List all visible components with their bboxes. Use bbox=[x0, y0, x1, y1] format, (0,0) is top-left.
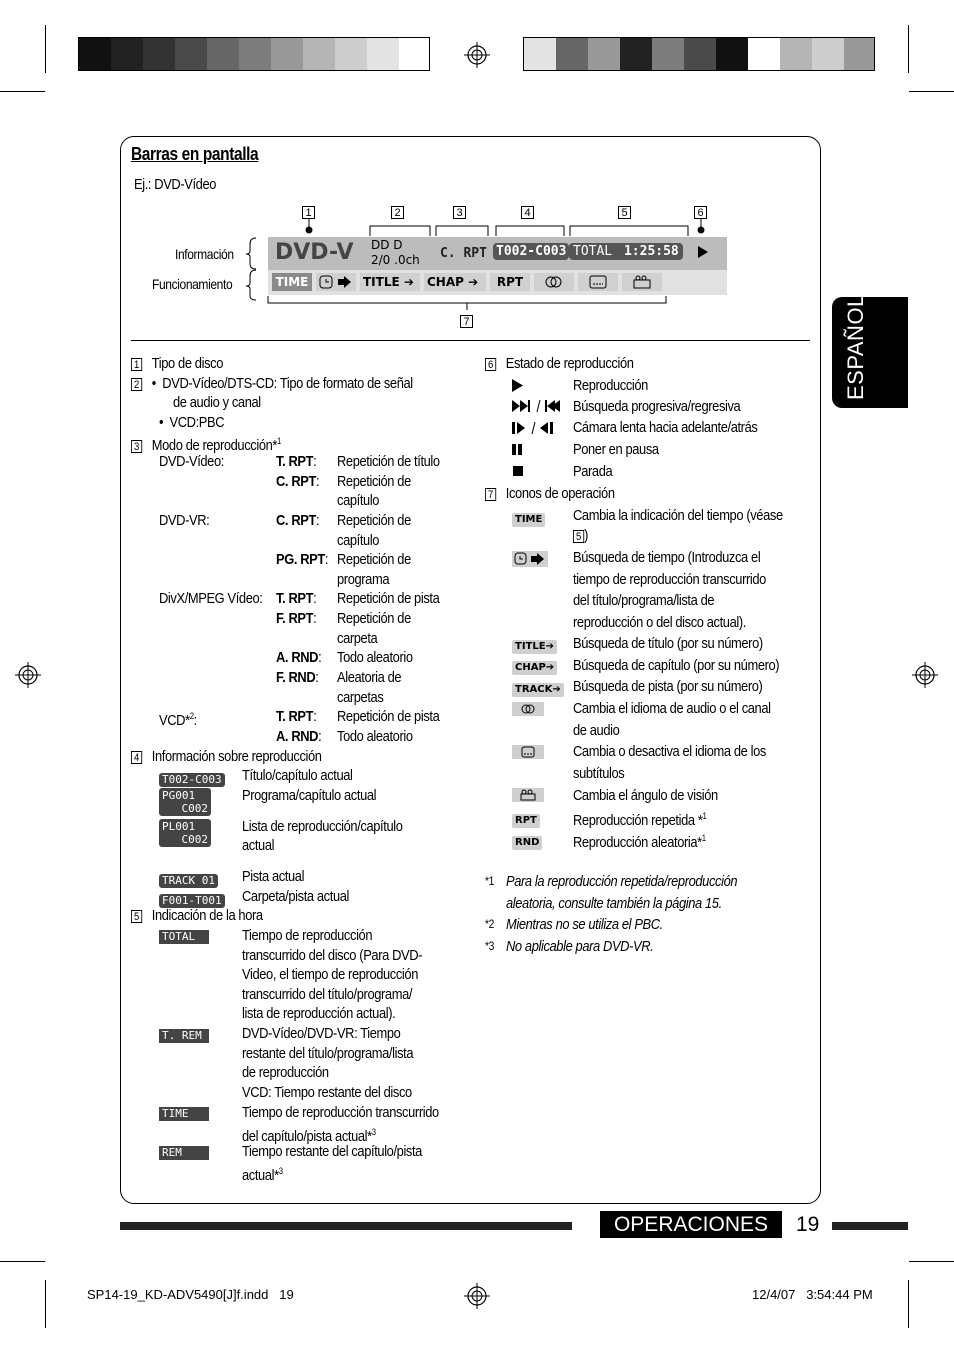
rpt-icon-desc: Reproducción repetida *$^1$ bbox=[573, 811, 707, 829]
mode-trpt-desc: Repetición de título bbox=[337, 453, 440, 470]
osd-audio-button[interactable] bbox=[534, 273, 574, 291]
osd-time-button[interactable]: TIME bbox=[272, 273, 312, 291]
page-number: 19 bbox=[796, 1213, 820, 1236]
audio-format-top: DD D bbox=[371, 238, 403, 252]
state-stop: Parada bbox=[573, 463, 613, 480]
mode-vcd: VCD*$^2$: bbox=[159, 711, 197, 729]
osd-angle-button[interactable] bbox=[622, 273, 662, 291]
item-7: 7 Iconos de operación bbox=[485, 484, 615, 504]
mode-frnd-desc2: carpetas bbox=[337, 689, 384, 706]
rnd-icon-btn: RND bbox=[512, 832, 542, 850]
info-bar-label: Información bbox=[175, 246, 234, 262]
mode-frnd: F. RND: bbox=[276, 669, 319, 686]
osd-chap-button[interactable]: CHAP ➔ bbox=[424, 273, 486, 291]
mode-crpt-vr: C. RPT: bbox=[276, 512, 320, 529]
item-2-vcd: • VCD:PBC bbox=[159, 414, 225, 431]
diagram-marker-6: 6 bbox=[694, 203, 707, 221]
ffwd-rewind-icon bbox=[512, 399, 560, 413]
mode-frnd-desc: Aleatoria de bbox=[337, 669, 402, 686]
time-desc: Tiempo de reproducción transcurrido bbox=[242, 1104, 439, 1121]
item-2-cont: de audio y canal bbox=[173, 394, 261, 411]
mode-trpt: T. RPT: bbox=[276, 453, 317, 470]
date-info: 12/4/07 3:54:44 PM bbox=[752, 1287, 873, 1302]
state-pause: Poner en pausa bbox=[573, 441, 659, 458]
trem-badge: T. REM bbox=[159, 1029, 209, 1043]
total-desc: transcurrido del disco (Para DVD- bbox=[242, 947, 423, 964]
rem-badge: REM bbox=[159, 1146, 209, 1160]
mode-crpt-vr-desc: Repetición de bbox=[337, 512, 411, 529]
diagram-marker-7: 7 bbox=[460, 312, 473, 330]
diagram-marker-3: 3 bbox=[453, 203, 466, 221]
mode-dvdvr: DVD-VR: bbox=[159, 512, 210, 529]
section-label: OPERACIONES bbox=[613, 1213, 769, 1236]
angle-icon-desc: Cambia el ángulo de visión bbox=[573, 787, 718, 804]
language-tab-label: ESPAÑOL bbox=[843, 294, 868, 400]
total-desc: lista de reproducción actual). bbox=[242, 1005, 396, 1022]
title-icon-desc: Búsqueda de título (por su número) bbox=[573, 635, 763, 652]
footnote-2: Mientras no se utiliza el PBC. bbox=[506, 916, 663, 933]
trem-desc: restante del título/programa/lista bbox=[242, 1045, 414, 1062]
trem-desc: VCD: Tiempo restante del disco bbox=[242, 1084, 412, 1101]
mode-dvdv: DVD-Vídeo: bbox=[159, 453, 224, 470]
footer-bar-right bbox=[832, 1222, 908, 1230]
mode-crpt: C. RPT: bbox=[276, 473, 320, 490]
pg-badge: PG001 C002 bbox=[159, 788, 211, 816]
time-search-icon bbox=[512, 551, 548, 567]
pause-icon bbox=[512, 444, 523, 455]
total-desc: transcurrido del título/programa/ bbox=[242, 986, 413, 1003]
divider bbox=[131, 340, 810, 341]
item-2: 2 • DVD-Vídeo/DTS-CD: Tipo de formato de señal bbox=[131, 374, 413, 394]
function-bar-label: Funcionamiento bbox=[152, 276, 233, 292]
rem-desc: Tiempo restante del capítulo/pista bbox=[242, 1143, 422, 1160]
example-label: Ej.: DVD-Vídeo bbox=[134, 176, 217, 193]
ft-badge: F001-T001 bbox=[159, 891, 225, 909]
mode-arnd-desc: Todo aleatorio bbox=[337, 649, 413, 666]
tc-desc: Título/capítulo actual bbox=[242, 767, 353, 784]
registration-target-icon bbox=[912, 662, 938, 688]
time-desc2: del capítulo/pista actual*$^3$ bbox=[242, 1127, 376, 1145]
state-search: Búsqueda progresiva/regresiva bbox=[573, 398, 741, 415]
track-badge: TRACK 01 bbox=[159, 871, 218, 889]
time-search-desc: reproducción o del disco actual). bbox=[573, 614, 746, 631]
item-4: 4 Información sobre reproducción bbox=[131, 747, 322, 767]
footnote-2-mark: *2 bbox=[485, 917, 494, 931]
mode-frpt-desc2: carpeta bbox=[337, 630, 378, 647]
chap-icon-desc: Búsqueda de capítulo (por su número) bbox=[573, 657, 780, 674]
footnote-3-mark: *3 bbox=[485, 939, 494, 953]
diagram-marker-1: 1 bbox=[302, 203, 315, 221]
angle-icon bbox=[512, 788, 544, 802]
total-time-display: TOTAL 1:25:58 bbox=[569, 243, 683, 260]
footnote-1-mark: *1 bbox=[485, 874, 494, 888]
mode-frpt-desc: Repetición de bbox=[337, 610, 411, 627]
mode-pgrpt: PG. RPT: bbox=[276, 551, 329, 568]
trem-desc: DVD-Vídeo/DVD-VR: Tiempo bbox=[242, 1025, 401, 1042]
item-3: 3 Modo de reproducción*$^1$ bbox=[131, 432, 281, 456]
item-5: 5 Indicación de la hora bbox=[131, 906, 263, 926]
trem-desc: de reproducción bbox=[242, 1064, 329, 1081]
mode-trpt-vcd-desc: Repetición de pista bbox=[337, 708, 440, 725]
time-icon-desc2: 5 ) bbox=[573, 526, 588, 546]
time-badge: TIME bbox=[159, 1107, 209, 1121]
time-search-desc: del título/programa/lista de bbox=[573, 592, 715, 609]
footer-bar-left bbox=[120, 1222, 572, 1230]
diagram-marker-4: 4 bbox=[521, 203, 534, 221]
repeat-mode: C. RPT bbox=[440, 246, 487, 261]
file-info: SP14-19_KD-ADV5490[J]f.indd 19 bbox=[87, 1287, 294, 1302]
time-icon-btn: TIME bbox=[512, 509, 545, 527]
subtitle-icon-desc: Cambia o desactiva el idioma de los bbox=[573, 743, 766, 760]
play-icon bbox=[512, 379, 523, 392]
footnote-1b: aleatoria, consulte también la página 15. bbox=[506, 895, 722, 912]
diagram-marker-2: 2 bbox=[391, 203, 404, 221]
time-search-desc: Búsqueda de tiempo (Introduzca el bbox=[573, 549, 761, 566]
mode-trpt-divx-desc: Repetición de pista bbox=[337, 590, 440, 607]
tc-badge: T002-C003 bbox=[159, 770, 225, 788]
footnote-3: No aplicable para DVD-VR. bbox=[506, 938, 654, 955]
slow-motion-icon bbox=[512, 421, 556, 435]
track-desc: Pista actual bbox=[242, 868, 305, 885]
diagram-marker-5: 5 bbox=[618, 203, 631, 221]
pl-badge: PL001 C002 bbox=[159, 819, 211, 847]
rpt-icon-btn: RPT bbox=[512, 810, 540, 828]
total-desc: Tiempo de reproducción bbox=[242, 927, 373, 944]
audio-icon-desc: de audio bbox=[573, 722, 620, 739]
track-icon-desc: Búsqueda de pista (por su número) bbox=[573, 678, 763, 695]
time-icon-desc: Cambia la indicación del tiempo (véase bbox=[573, 507, 783, 524]
color-bar-right bbox=[523, 37, 875, 71]
osd-title-button[interactable]: TITLE ➔ bbox=[360, 273, 420, 291]
title-icon-btn: TITLE➔ bbox=[512, 636, 557, 654]
mode-pgrpt-desc2: programa bbox=[337, 571, 390, 588]
total-badge: TOTAL bbox=[159, 930, 209, 944]
state-slow: Cámara lenta hacia adelante/atrás bbox=[573, 419, 758, 436]
item-1: 1 Tipo de disco bbox=[131, 354, 223, 374]
osd-subtitle-button[interactable] bbox=[578, 273, 618, 291]
total-desc: Video, el tiempo de reproducción bbox=[242, 966, 418, 983]
pl-desc2: actual bbox=[242, 837, 275, 854]
mode-pgrpt-desc: Repetición de bbox=[337, 551, 411, 568]
title-chapter-display: T002-C003 bbox=[493, 243, 569, 260]
pl-desc: Lista de reproducción/capítulo bbox=[242, 818, 403, 835]
section-heading: Barras en pantalla bbox=[131, 144, 259, 164]
rem-desc2: actual*$^3$ bbox=[242, 1166, 283, 1184]
subtitle-icon-desc: subtítulos bbox=[573, 765, 625, 782]
rnd-icon-desc: Reproducción aleatoria*$^1$ bbox=[573, 833, 706, 851]
mode-frpt: F. RPT: bbox=[276, 610, 317, 627]
registration-target-icon bbox=[464, 42, 490, 68]
mode-crpt-vr-desc2: capítulo bbox=[337, 532, 380, 549]
mode-arnd-vcd-desc: Todo aleatorio bbox=[337, 728, 413, 745]
stop-icon bbox=[513, 466, 523, 476]
footnote-1: Para la reproducción repetida/reproducción bbox=[506, 873, 738, 890]
mode-divx: DivX/MPEG Vídeo: bbox=[159, 590, 263, 607]
mode-trpt-divx: T. RPT: bbox=[276, 590, 317, 607]
pg-desc: Programa/capítulo actual bbox=[242, 787, 377, 804]
registration-target-icon bbox=[464, 1283, 490, 1309]
osd-time-search-button[interactable] bbox=[316, 273, 356, 291]
play-icon bbox=[698, 246, 708, 258]
chap-icon-btn: CHAP➔ bbox=[512, 657, 557, 675]
dvd-logo: DVD-V bbox=[275, 240, 354, 265]
color-bar-left bbox=[78, 37, 430, 71]
mode-arnd-vcd: A. RND: bbox=[276, 728, 322, 745]
time-search-desc: tiempo de reproducción transcurrido bbox=[573, 571, 766, 588]
audio-icon bbox=[512, 702, 544, 716]
osd-rpt-button[interactable]: RPT bbox=[490, 273, 530, 291]
mode-trpt-vcd: T. RPT: bbox=[276, 708, 317, 725]
registration-target-icon bbox=[15, 662, 41, 688]
subtitle-icon bbox=[512, 745, 544, 759]
item-6: 6 Estado de reproducción bbox=[485, 354, 634, 374]
mode-crpt-desc: Repetición de bbox=[337, 473, 411, 490]
mode-crpt-desc2: capítulo bbox=[337, 492, 380, 509]
mode-arnd: A. RND: bbox=[276, 649, 322, 666]
audio-format-bottom: 2/0 .0ch bbox=[371, 253, 420, 267]
track-icon-btn: TRACK➔ bbox=[512, 679, 564, 697]
ft-desc: Carpeta/pista actual bbox=[242, 888, 350, 905]
audio-icon-desc: Cambia el idioma de audio o el canal bbox=[573, 700, 771, 717]
brackets bbox=[244, 236, 260, 302]
state-play: Reproducción bbox=[573, 377, 648, 394]
